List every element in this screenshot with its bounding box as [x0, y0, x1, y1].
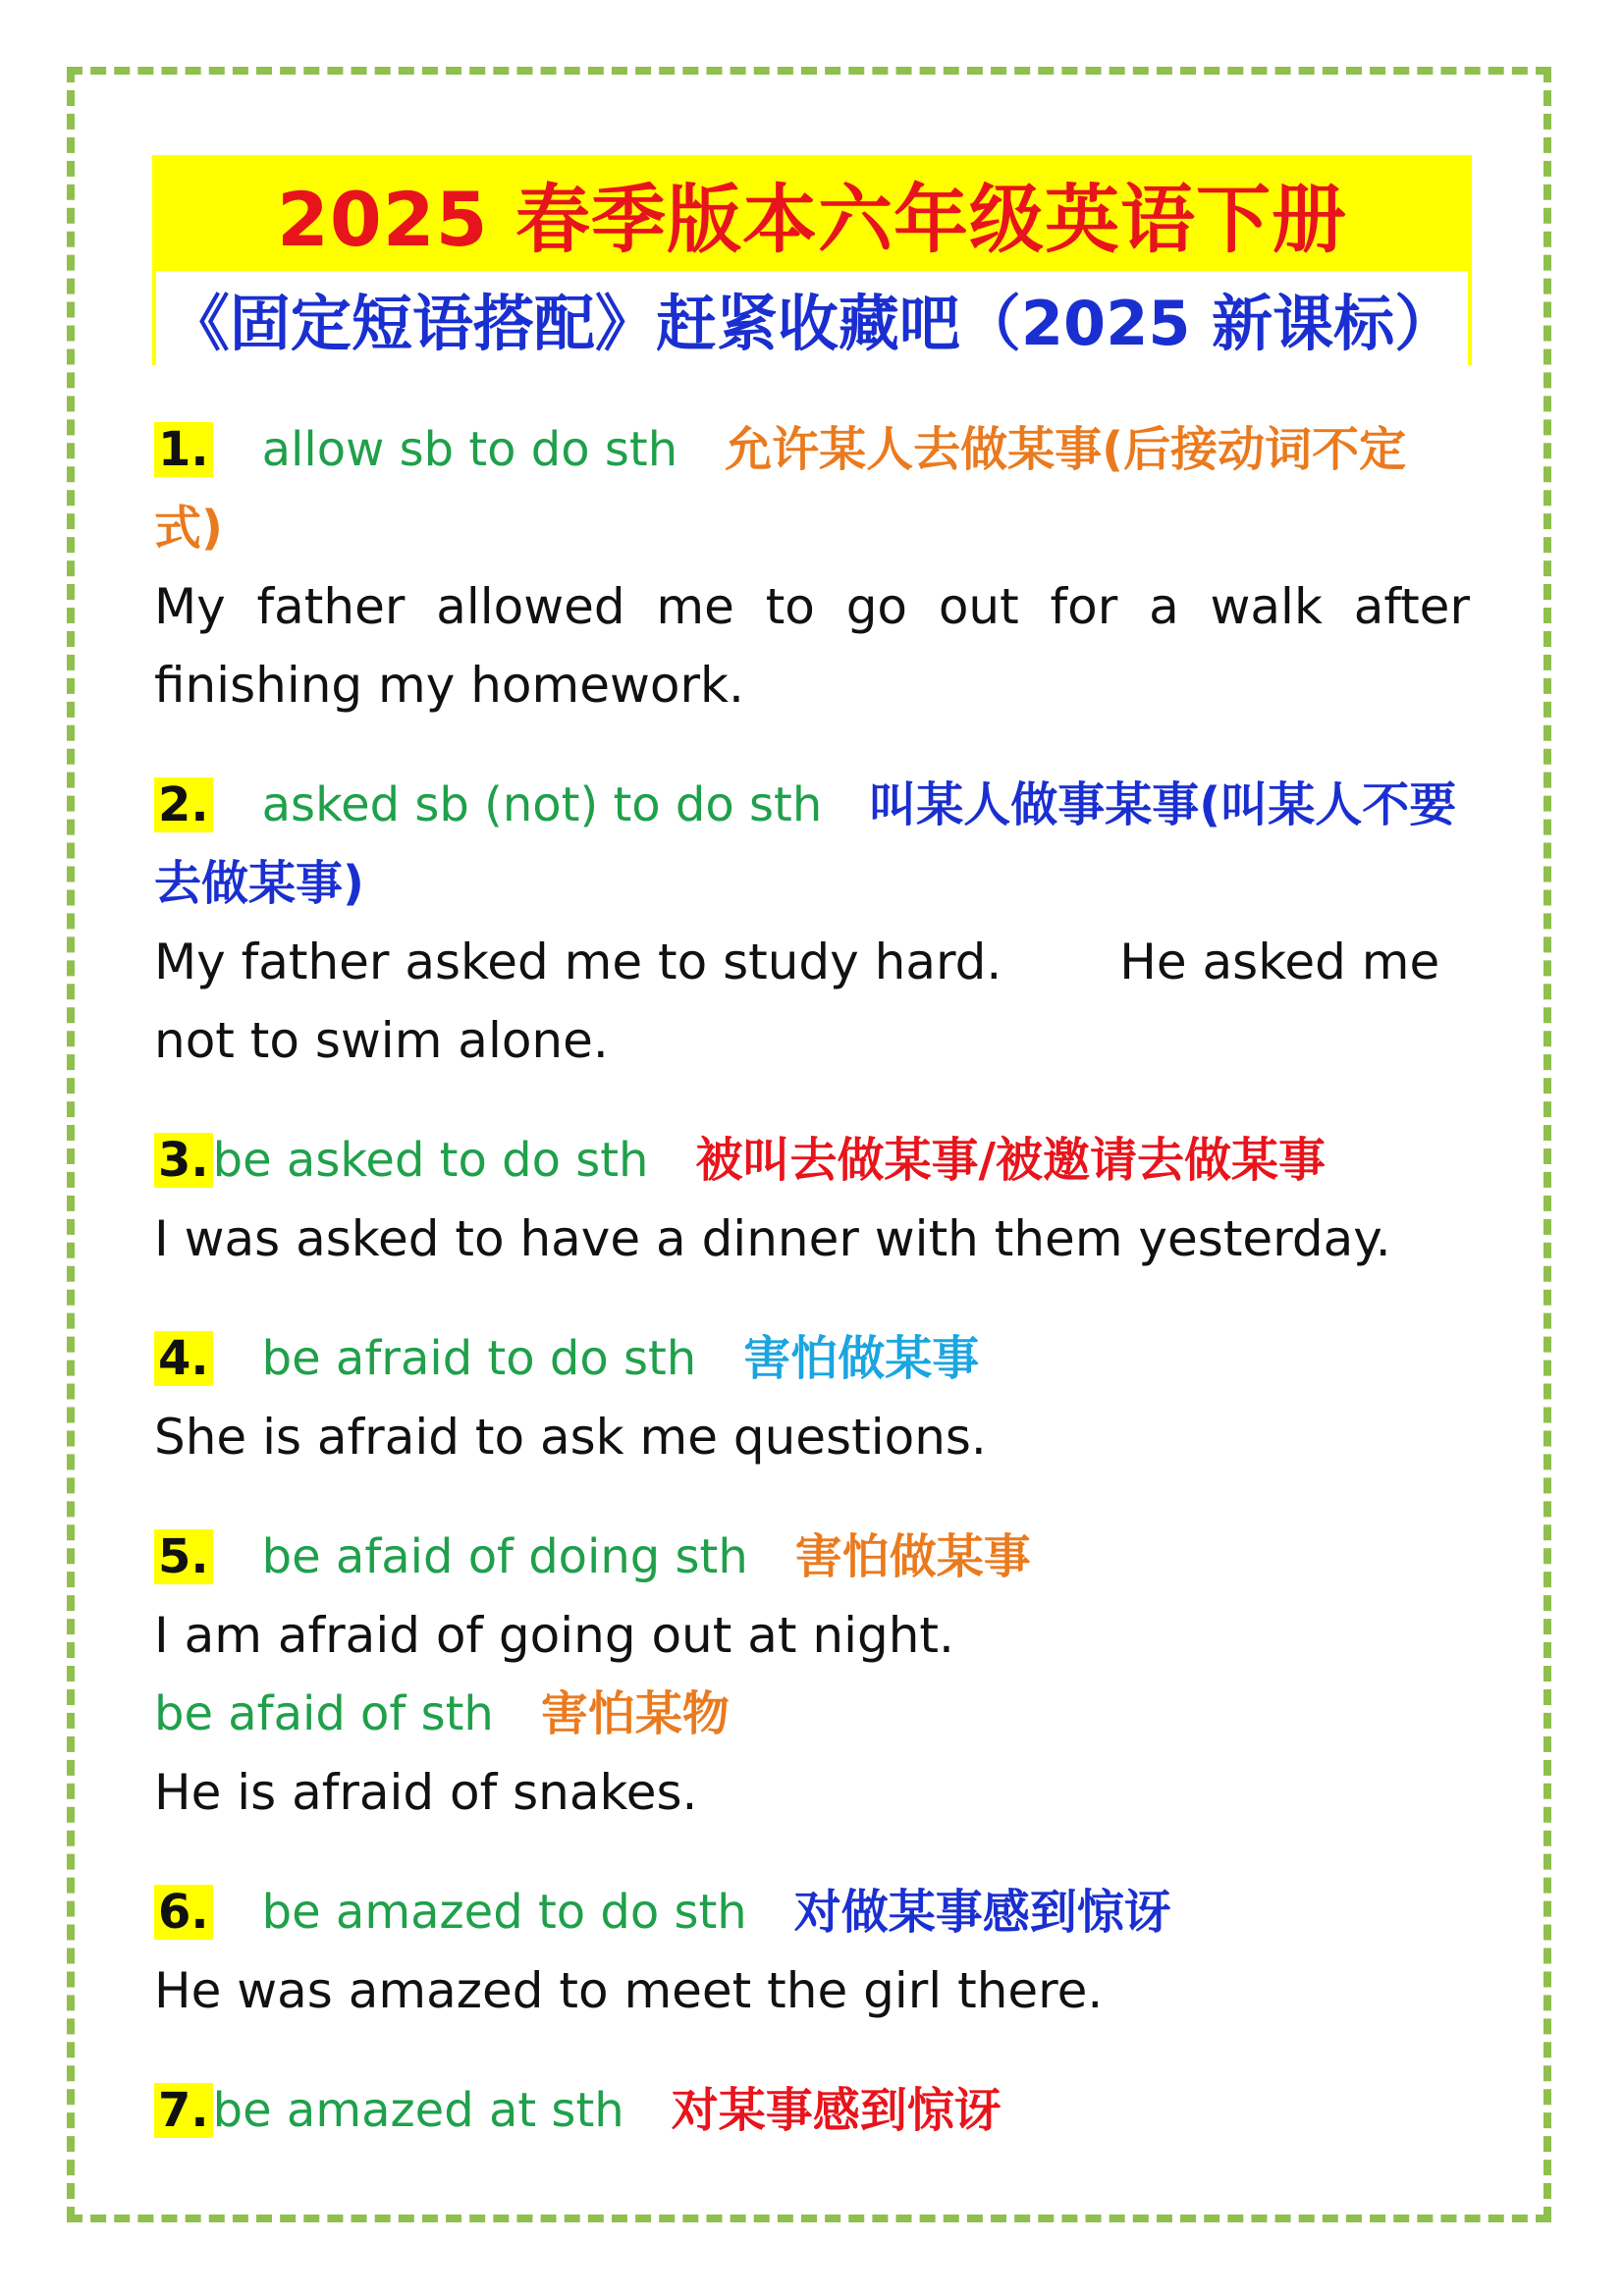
sub-example-sentence: He is afraid of snakes. — [154, 1764, 698, 1821]
phrase-text: be afaid of doing sth — [261, 1529, 748, 1584]
phrase-text: be amazed to do sth — [261, 1885, 747, 1940]
phrase-meaning: 害怕做某事 — [794, 1529, 1031, 1584]
title-banner — [152, 155, 1472, 271]
example-sentence: He was amazed to meet the girl there. — [154, 1962, 1104, 2019]
item-number: 5. — [154, 1529, 213, 1584]
item-number: 7. — [154, 2083, 213, 2138]
phrase-meaning: 被叫去做某事/被邀请去做某事 — [695, 1133, 1326, 1188]
example-sentence: I am afraid of going out at night. — [154, 1607, 954, 1664]
phrase-line — [154, 1319, 1470, 1398]
example-sentence — [154, 923, 1470, 1080]
item-number: 2. — [154, 777, 213, 832]
phrase-line — [154, 1518, 1470, 1596]
sub-phrase-line — [154, 1675, 1470, 1753]
phrase-meaning: 允许某人去做某事(后接动词不定式) — [154, 422, 1407, 556]
phrase-line — [154, 1121, 1470, 1200]
phrase-item-5 — [154, 1518, 1470, 1832]
phrase-text: asked sb (not) to do sth — [261, 777, 823, 832]
phrase-line — [154, 1873, 1470, 1951]
subtitle-banner — [152, 271, 1472, 365]
item-number: 4. — [154, 1331, 213, 1386]
sub-phrase-meaning: 害怕某物 — [540, 1686, 730, 1741]
phrase-item-4 — [154, 1319, 1470, 1476]
title-block — [152, 155, 1472, 365]
item-number: 1. — [154, 422, 213, 477]
example-sentence: I was asked to have a dinner with them yesterday. — [154, 1210, 1391, 1267]
phrase-item-3 — [154, 1121, 1470, 1278]
page-title: 2025 春季版本六年级英语下册 — [277, 175, 1347, 263]
phrase-line — [154, 766, 1470, 923]
sub-phrase-text: be afaid of sth — [154, 1686, 494, 1741]
phrase-meaning: 叫某人做事某事(叫某人不要去做某事) — [154, 777, 1457, 911]
phrase-line — [154, 410, 1470, 567]
phrase-list — [154, 410, 1470, 2191]
example-part-1: My father asked me to study hard. — [154, 934, 1002, 990]
example-sentence: She is afraid to ask me questions. — [154, 1409, 987, 1466]
phrase-meaning: 害怕做某事 — [743, 1331, 980, 1386]
example-part-2: He asked me not to swim alone. — [154, 934, 1440, 1069]
example-sentence: My father allowed me to go out for a walk after finishing my homework. — [154, 578, 1470, 714]
item-number: 6. — [154, 1885, 213, 1940]
phrase-text: be amazed at sth — [212, 2083, 624, 2138]
phrase-line — [154, 2071, 1470, 2150]
phrase-item-7 — [154, 2071, 1470, 2150]
item-number: 3. — [154, 1133, 213, 1188]
phrase-text: be afraid to do sth — [261, 1331, 697, 1386]
phrase-text: be asked to do sth — [212, 1133, 649, 1188]
phrase-item-2 — [154, 766, 1470, 1080]
phrase-meaning: 对做某事感到惊讶 — [793, 1885, 1171, 1940]
phrase-text: allow sb to do sth — [261, 422, 678, 477]
page-subtitle: 《固定短语搭配》赶紧收藏吧（2025 新课标） — [168, 287, 1456, 359]
phrase-meaning: 对某事感到惊讶 — [671, 2083, 1001, 2138]
phrase-item-1 — [154, 410, 1470, 724]
phrase-item-6 — [154, 1873, 1470, 2030]
